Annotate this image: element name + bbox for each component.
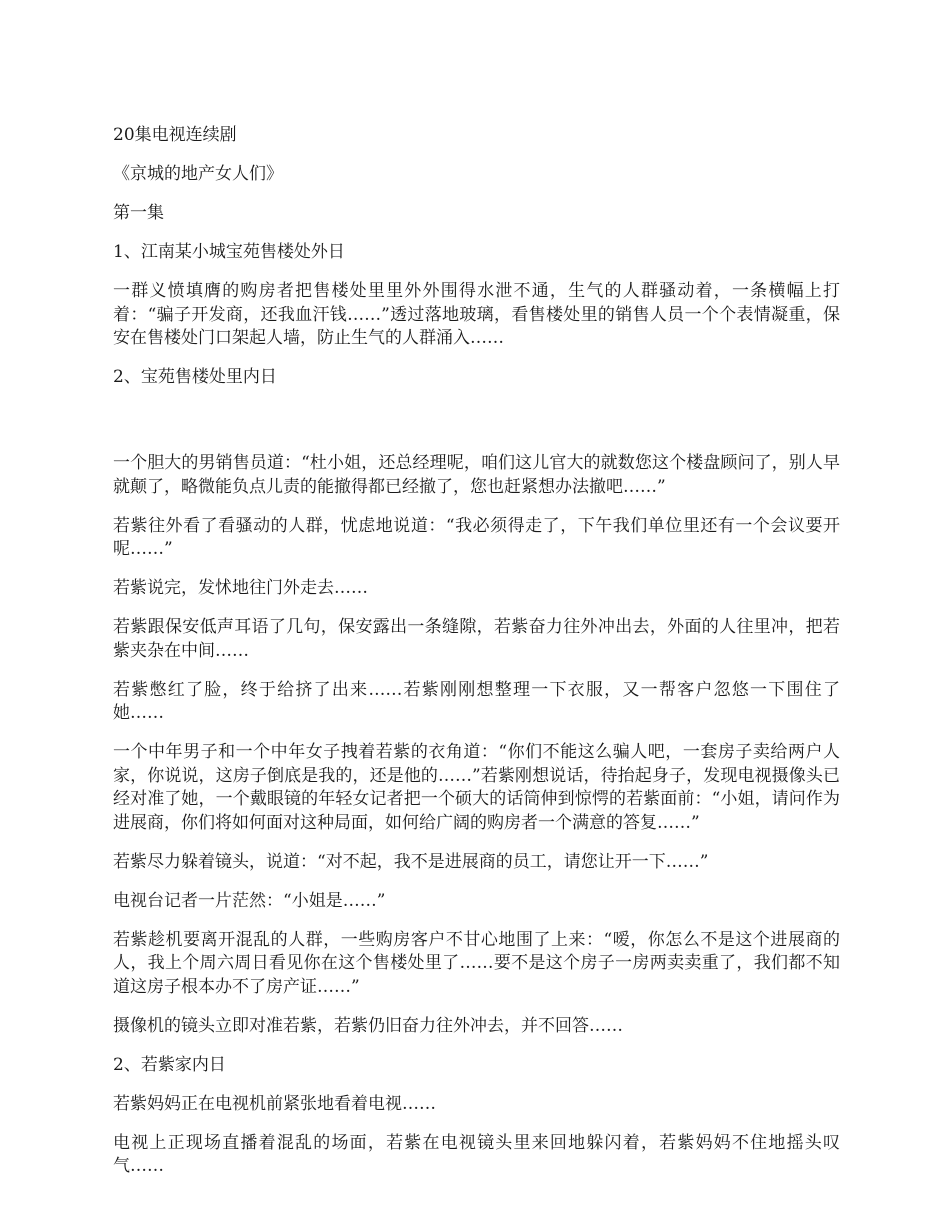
scene-heading: 2、宝苑售楼处里内日 [113, 367, 277, 387]
paragraph: 一个胆大的男销售员道：“杜小姐，还总经理呢，咱们这儿官大的就数您这个楼盘顾问了，别人早就颠了，略微能负点儿责的能撤得都已经撤了，您也赶紧想办法撤吧……” [113, 453, 840, 497]
paragraph: 若紫往外看了看骚动的人群，忧虑地说道：“我必须得走了，下午我们单位里还有一个会议要开呢……” [113, 515, 840, 559]
paragraph: 若紫憋红了脸，终于给挤了出来……若紫刚刚想整理一下衣服，又一帮客户忽悠一下围住了她…… [113, 679, 840, 723]
scene-heading: 1、江南某小城宝苑售楼处外日 [113, 242, 345, 262]
paragraph: 若紫说完，发怵地往门外走去…… [113, 578, 368, 598]
paragraph: 若紫尽力躲着镜头，说道：“对不起，我不是进展商的员工，请您让开一下……” [113, 851, 709, 872]
paragraph: 若紫趁机要离开混乱的人群，一些购房客户不甘心地围了上来：“嗳，你怎么不是这个进展商的人，我上个周六周日看见你在这个售楼处里了……要不是这个房子一房两卖卖重了，我们都不知道这房子根本办不了房产证……” [113, 929, 840, 997]
paragraph: 一个中年男子和一个中年女子拽着若紫的衣角道：“你们不能这么骗人吧，一套房子卖给两户人家，你说说，这房子倒底是我的，还是他的……”若紫刚想说话，待抬起身子，发现电视摄像头已经对准了她，一个戴眼镜的年轻女记者把一个硕大的话筒伸到惊愕的若紫面前：“小姐，请问作为进展商，你们将如何面对这种局面，如何给广阔的购房者一个满意的答复……” [113, 742, 840, 833]
paragraph: 若紫妈妈正在电视机前紧张地看着电视…… [113, 1093, 436, 1114]
paragraph: 一群义愤填膺的购房者把售楼处里里外外围得水泄不通，生气的人群骚动着，一条横幅上打着：“骗子开发商，还我血汗钱……”透过落地玻璃，看售楼处里的销售人员一个个表情凝重，保安在售楼处门口架起人墙，防止生气的人群涌入…… [113, 281, 840, 348]
episode-heading: 第一集 [113, 203, 164, 223]
drama-title: 《京城的地产女人们》 [113, 164, 283, 184]
paragraph: 电视上正现场直播着混乱的场面，若紫在电视镜头里来回地躲闪着，若紫妈妈不住地摇头叹气…… [113, 1132, 840, 1176]
blank-spacer [113, 405, 840, 452]
document-page [113, 124, 840, 1194]
paragraph: 电视台记者一片茫然：“小姐是……” [113, 890, 386, 911]
paragraph: 摄像机的镜头立即对准若紫，若紫仍旧奋力往外冲去，并不回答…… [113, 1015, 623, 1036]
series-title: 20集电视连续剧 [113, 125, 237, 145]
paragraph: 若紫跟保安低声耳语了几句，保安露出一条缝隙，若紫奋力往外冲出去，外面的人往里冲，把若紫夹杂在中间…… [113, 617, 840, 661]
scene-heading: 2、若紫家内日 [113, 1054, 226, 1075]
